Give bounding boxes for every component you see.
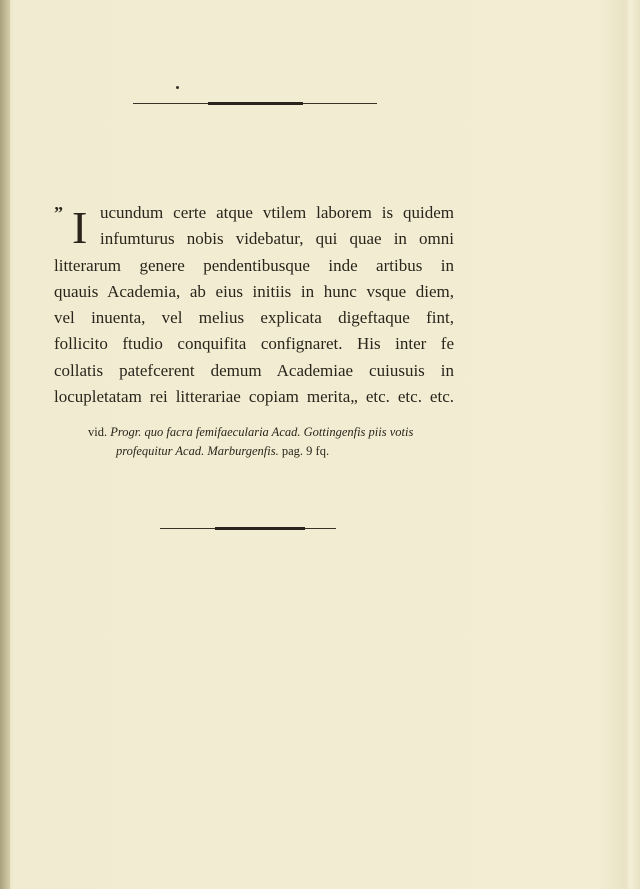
text-line-7: collatis patefcerent demum Academiae cuiusuis in: [54, 360, 454, 380]
note-page-ref: pag. 9 fq.: [281, 444, 330, 458]
text-line-1: ucundum certe atque vtilem laborem is quidem: [100, 203, 454, 222]
text-line-4: quauis Academia, ab eius initiis in hunc vsque diem,: [54, 281, 454, 301]
note-prefix: vid.: [88, 425, 108, 439]
reference-note: [88, 423, 460, 461]
text-line-5: vel inuenta, vel melius explicata digeftaque fint,: [54, 308, 454, 328]
quotation-block: [54, 200, 454, 410]
opening-quote-mark: ”: [54, 203, 63, 223]
note-line-1: [88, 423, 460, 442]
top-ornamental-rule: [133, 103, 377, 104]
bottom-ornamental-rule: [160, 528, 336, 529]
text-line-8: locupletatam rei litterariae copiam merita„ etc. etc. etc.: [54, 387, 454, 407]
ink-dot: [176, 86, 179, 89]
bottom-rule-thick-segment: [215, 527, 305, 530]
top-rule-thick-segment: [208, 102, 303, 105]
text-line-2: infumturus nobis videbatur, qui quae in omni: [100, 229, 454, 249]
note-line-2: [88, 442, 460, 461]
text-line-3: litterarum genere pendentibusque inde artibus in: [54, 255, 454, 275]
page-spine-shadow: [0, 0, 10, 889]
note-citation-1: Progr. quo facra femifaecularia Acad. Gottingenfis piis votis: [110, 425, 414, 439]
note-citation-2: profequitur Acad. Marburgenfis.: [116, 444, 279, 458]
text-line-6: follicito ftudio conquifita confignaret. His inter fe: [54, 334, 454, 354]
drop-cap-letter: I: [72, 202, 88, 253]
